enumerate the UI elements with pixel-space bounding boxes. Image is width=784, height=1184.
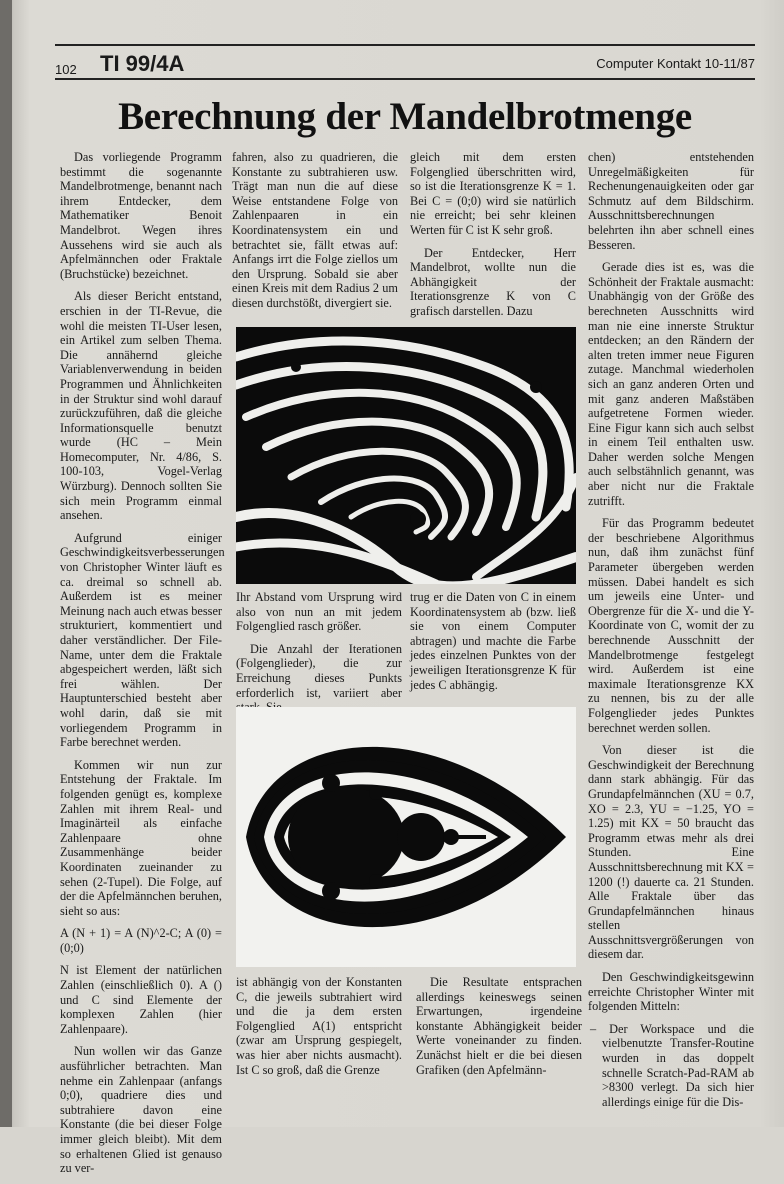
text-column-2-top <box>232 150 398 319</box>
header-rule-top <box>55 44 755 46</box>
paragraph: Die Anzahl der Iterationen (Folgenglieder), die zur Erreichung dieses Punkts erforderlich ist, variiert aber <box>236 641 402 700</box>
bullet-list <box>588 1022 754 1110</box>
text-column-4 <box>588 150 754 1109</box>
page-number: 102 <box>55 62 77 77</box>
magazine-section-title: TI 99/4A <box>100 51 185 76</box>
paragraph: Kommen wir nun zur Entstehung der Fraktale. Im folgenden genügt es, komplexe Zahlen mit ihrem Real- und Imaginärteil als einfache Zahlenpaare ohne Zusammenhänge beider Koordinaten zueinander zu sehen (2-Tupel). Die Folge, auf der die Apfelmännchen beruhen, sieht so aus: <box>60 757 222 918</box>
paragraph: Die Resultate entsprachen allerdings keineswegs seinen Erwartungen, irgendeine konstante Abhängigkeit beider Werte voneinander zu finden. Zunächst hielt er die bei diesen Grafiken (den Apfelmänn- <box>416 975 582 1077</box>
paragraph: Nun wollen wir das Ganze ausführlicher betrachten. Man nehme ein Zahlenpaar (anfangs 0;0), quadriere dies und subtrahiere davon eine Konstante (die bei dieser Folge immer gleich bleibt). Mit dem so erhaltenen Glied ist genauso zu ver- <box>60 1044 222 1176</box>
paragraph: Ihr Abstand vom Ursprung wird also von nun an mit jedem Folgenglied rasch größer. <box>236 590 402 634</box>
paragraph: Für das Programm bedeutet der beschriebene Algorithmus nun, daß ihm zunächst fünf Parameter übergeben werden müssen. Dabei handelt es sich um jeweils eine Unter- und Obergrenze für die X- und die Y-Koordinate von C, womit der zu berechnende Ausschnitt der Mandelbrotmenge festgelegt wird. Außerdem ist eine maximale Iterationsgrenze KX zu nennen, bis zu der alle Folgenglieder jedes Punktes berechnet werden sollen. <box>588 516 754 735</box>
header-rule-bottom <box>55 78 755 80</box>
page-binding-shadow <box>0 0 12 1127</box>
paragraph: Von dieser ist die Geschwindigkeit der Berechnung dann stark abhängig. Für das Grundapfelmännchen (XU = 0.7, XO = 2.3, YU = −1.25, YO = 1.25) mit KX = 50 braucht das Programm etwas mehr als drei Stunden. Eine Ausschnittsberechnung mit KX = 1200 (!) dauerte ca. 21 Stunden. Alle Fraktale über das Grundapfelmännchen hinaus stellen Ausschnittsvergrößerungen von diesem dar. <box>588 743 754 962</box>
paragraph: gleich mit dem ersten Folgenglied überschritten wird, so ist die Iterationsgrenze K = 1. Bei C = (0;0) wird sie natürlich nie erreicht; bei sehr kleinen Werten für C ist K sehr groß. <box>410 150 576 237</box>
text-column-1 <box>60 150 225 1184</box>
paragraph: chen) entstehenden Unregelmäßigkeiten für Rechenungenauigkeiten oder gar Schmutz auf dem Bildschirm. Ausschnittsberechnungen belehrten ihn aber schnell eines Besseren. <box>588 150 754 252</box>
paragraph: Der Entdecker, Herr Mandelbrot, wollte nun die Abhängigkeit der Iterationsgrenze K von C grafisch darstellen. Dazu <box>410 245 576 318</box>
text-column-2-middle <box>236 590 402 723</box>
paragraph: Den Geschwindigkeitsgewinn erreichte Christopher Winter mit folgenden Mitteln: <box>588 970 754 1014</box>
paragraph: Als dieser Bericht entstand, erschien in der TI-Revue, die wohl die meisten TI-User lesen, ein Artikel zum selben Thema. Die annähernd gleiche Variablenverwendung in beiden Programmen und Ähnlichkeiten in der Struktur sind wohl darauf zurückzuführen, daß die gleiche Informationsquelle benutzt wurde (HC – Mein Homecomputer, Nr. 4/86, S. 100-103, Vogel-Verlag Würzburg). Dennoch sollten Sie sich mein Programm einmal ansehen. <box>60 289 222 523</box>
paragraph: ist abhängig von der Konstanten C, die jeweils subtrahiert wird und die ja dem ersten Folgenglied A(1) entspricht (zwar am Ursprung gespiegelt, was hier aber nichts ausmacht). Ist C so groß, daß die Grenze <box>236 975 402 1077</box>
paragraph: Das vorliegende Programm bestimmt die sogenannte Mandelbrotmenge, benannt nach ihrem Entdecker, dem Mathematiker Benoit Mandelbrot. Wegen ihres Aussehens wird sie auch als Apfelmännchen oder Fraktale (Bruchstücke) bezeichnet. <box>60 150 222 281</box>
paragraph: N ist Element der natürlichen Zahlen (einschließlich 0). A () und C sind Elemente der komplexen Zahlen (hier Zahlenpaare). <box>60 963 222 1036</box>
article-title: Berechnung der Mandelbrotmenge <box>118 95 692 138</box>
list-item: – Der Workspace und die vielbenutzte Transfer-Routine wurden in das doppelt schnelle Scratch-Pad-RAM ab >8300 verlegt. Da sich hier allerdings einige für die Dis- <box>590 1021 754 1109</box>
mandelbrot-set-image <box>236 707 576 967</box>
paragraph: Aufgrund einiger Geschwindigkeitsverbesserungen von Christopher Winter läuft es ca. dreimal so schnell ab. Außerdem ist es meiner Meinung nach auch etwas besser strukturiert, kommentiert und daher verständlicher. Der File-Name, unter dem die Fraktale abgespeichert werden, läßt sich frei wählen. Der Hauptunterschied besteht aber wohl darin, daß sie mit vorliegendem Programm in Farbe berechnet werden. <box>60 530 225 750</box>
text-column-3-middle <box>410 590 576 700</box>
fractal-spiral-image <box>236 327 576 584</box>
formula: A (N + 1) = A (N)^2-C; A (0) = (0;0) <box>60 926 222 955</box>
page-header <box>55 50 755 80</box>
text-column-2-bottom <box>236 975 402 1085</box>
issue-label: Computer Kontakt 10-11/87 <box>596 56 755 71</box>
paragraph: trug er die Daten von C in einem Koordinatensystem ab (bzw. ließ sie von einem Computer abtragen) und machte die Farbe jedes einzelnen Punktes von der jeweiligen Iterationsgrenze K für jedes C abhängig. <box>410 590 576 692</box>
paragraph: fahren, also zu quadrieren, die Konstante zu subtrahieren usw. Trägt man nun die auf diese Weise entstandene Folge von Zahlenpaaren in ein Koordinatensystem ein und betrachtet sie, fällt etwas auf: Anfangs irrt die Folge ziellos um den Ursprung. Sobald sie aber einen Kreis mit dem Radius 2 um diesen durchstößt, divergiert sie. <box>232 150 398 310</box>
text-column-3-bottom <box>416 975 582 1085</box>
text-column-3-top <box>410 150 576 327</box>
paragraph: Gerade dies ist es, was die Schönheit der Fraktale ausmacht: Unabhängig von der Größe des berechneten Ausschnitts wird man nie eine innerste Struktur entdecken; an den Rändern der alten treten immer neue Figuren zutage. Manchmal wiederholen sich an ganz anderen Orten und mit ganz anderen Maßstäben aufgetretene Formen wieder. Eine Figur kann sich auch selbst in einem Teil enthalten usw. Daher werden solche Mengen auch selbstähnlich genannt, was aber nicht nur die Fraktale zutrifft. <box>588 260 754 508</box>
